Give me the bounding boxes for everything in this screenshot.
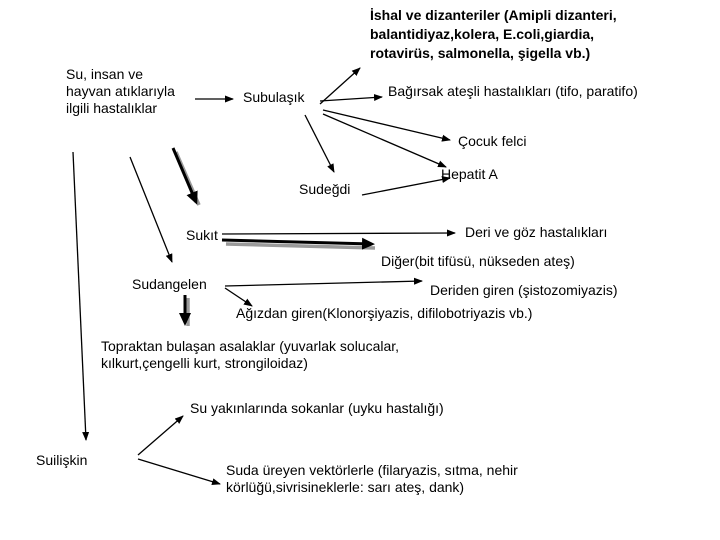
node-subulasik: Subulaşık	[243, 89, 305, 105]
arrow-sudangelen-agizdan	[225, 288, 252, 306]
node-suda-ureyen	[226, 462, 518, 496]
node-agizdan: Ağızdan giren(Klonorşiyazis, difilobotriyazis vb.)	[236, 305, 533, 321]
arrow-subulasik-cocuk-felci	[323, 110, 450, 140]
node-diger: Diğer(bit tifüsü, nükseden ateş)	[381, 253, 575, 269]
node-root	[66, 66, 175, 117]
node-topraktan-line1: Topraktan bulaşan asalaklar (yuvarlak solucalar,	[101, 338, 400, 354]
arrow-root-sukit	[173, 148, 196, 202]
arrow-subulasik-sudegdi	[305, 115, 334, 172]
node-suda-ureyen-line2: körlüğü,sivrisineklerle: sarı ateş, dank)	[226, 479, 465, 495]
node-sudegdi: Sudeğdi	[299, 181, 351, 197]
node-topraktan	[101, 338, 399, 372]
node-sudangelen: Sudangelen	[132, 276, 207, 292]
arrow-root-sudangelen	[130, 157, 172, 262]
node-suda-ureyen-line1: Suda üreyen vektörlerle (filaryazis, sıtma, nehir	[226, 462, 518, 478]
node-ishal-line3: rotavirüs, salmonella, şigella vb.)	[370, 45, 591, 61]
node-suilskin: Suilişkin	[36, 452, 88, 468]
node-hepatit: Hepatit A	[441, 166, 498, 182]
node-topraktan-line2: kılkurt,çengelli kurt, strongiloidaz)	[101, 355, 308, 371]
node-ishal-line2: balantidiyaz,kolera, E.coli,giardia,	[370, 26, 595, 42]
node-bagirsak: Bağırsak ateşli hastalıkları (tifo, paratifo)	[388, 83, 638, 99]
node-sukit: Sukıt	[186, 227, 218, 243]
node-root-line3: ilgili hastalıklar	[66, 100, 158, 116]
node-ishal-line1: İshal ve dizanteriler (Amipli dizanteri,	[370, 7, 617, 23]
arrow-sukit-diger	[222, 233, 455, 234]
node-ishal	[370, 6, 617, 63]
node-su-yakin: Su yakınlarında sokanlar (uyku hastalığı)	[190, 400, 444, 416]
node-root-line1: Su, insan ve	[66, 66, 144, 82]
arrow-subulasik-hepatit	[323, 114, 446, 167]
node-cocuk-felci: Çocuk felci	[458, 133, 527, 149]
arrow-subulasik-bagirsak	[320, 97, 382, 101]
arrow-sudangelen-deriden	[225, 281, 422, 286]
node-deri-goz: Deri ve göz hastalıkları	[465, 224, 608, 240]
arrow-root-suilskin	[73, 152, 86, 440]
arrow-suilskin-su-yakin	[138, 416, 183, 455]
arrow-suilskin-suda-ureyen	[138, 459, 220, 484]
node-deriden: Deriden giren (şistozomiyazis)	[430, 282, 618, 298]
node-root-line2: hayvan atıklarıyla	[66, 83, 175, 99]
arrow-sudegdi-deri-goz	[362, 178, 450, 195]
